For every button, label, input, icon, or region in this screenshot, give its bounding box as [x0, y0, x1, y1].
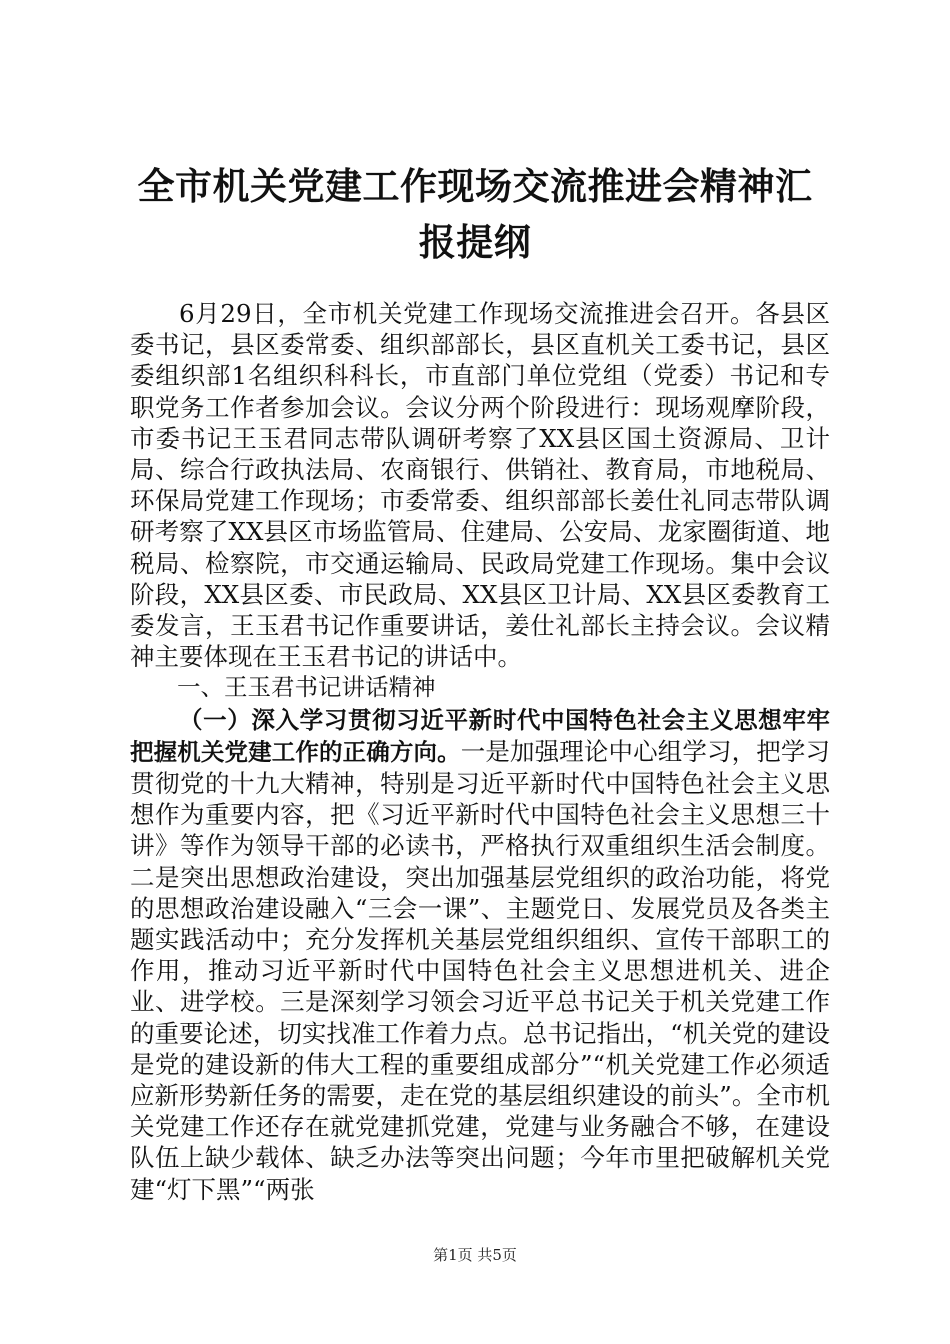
intro-paragraph: 6月29日，全市机关党建工作现场交流推进会召开。各县区委书记，县区委常委、组织部部长，县区直机关工委书记，县区委组织部1名组织科科长，市直部门单位党组（党委）书记和专职党务工作者参加会议。会议分两个阶段进行：现场观摩阶段，市委书记王玉君同志带队调研考察了XX县区国土资源局、卫计局、综合行政执法局、农商银行、供销社、教育局，市地税局、环保局党建工作现场；市委常委、组织部部长姜仕礼同志带队调研考察了XX县区市场监管局、住建局、公安局、龙家圈街道、地税局、检察院，市交通运输局、民政局党建工作现场。集中会议阶段，XX县区委、市民政局、XX县区卫计局、XX县区委教育工委发言，王玉君书记作重要讲话，姜仕礼部长主持会议。会议精神主要体现在王玉君书记的讲话中。: [130, 299, 830, 672]
subsection-heading: （一）深入学习贯彻习近平新时代中国特色社会主义思想牢牢把握机关党建工作的正确方向。: [130, 705, 830, 766]
document-body: [130, 298, 830, 1205]
document-title: 全市机关党建工作现场交流推进会精神汇报提纲: [137, 164, 813, 264]
subsection-body: 一是加强理论中心组学习，把学习贯彻党的十九大精神，特别是习近平新时代中国特色社会主义思想作为重要内容，把《习近平新时代中国特色社会主义思想三十讲》等作为领导干部的必读书，严格执行双重组织生活会制度。二是突出思想政治建设，突出加强基层党组织的政治功能，将党的思想政治建设融入“三会一课”、主题党日、发展党员及各类主题实践活动中；充分发挥机关基层党组织组织、宣传干部职工的作用，推动习近平新时代中国特色社会主义思想进机关、进企业、进学校。三是深刻学习领会习近平总书记关于机关党建工作的重要论述，切实找准工作着力点。总书记指出，“机关党的建设是党的建设新的伟大工程的重要组成部分”“机关党建工作必须适应新形势新任务的需要，走在党的基层组织建设的前头”。全市机关党建工作还存在就党建抓党建，党建与业务融合不够，在建设队伍上缺少载体、缺乏办法等突出问题；今年市里把破解机关党建“灯下黑”“两张: [130, 736, 830, 1204]
section-heading: 一、王玉君书记讲话精神: [177, 673, 436, 702]
page-footer: 第1页 共5页: [433, 1246, 517, 1264]
subsection-paragraph: [130, 704, 830, 1205]
